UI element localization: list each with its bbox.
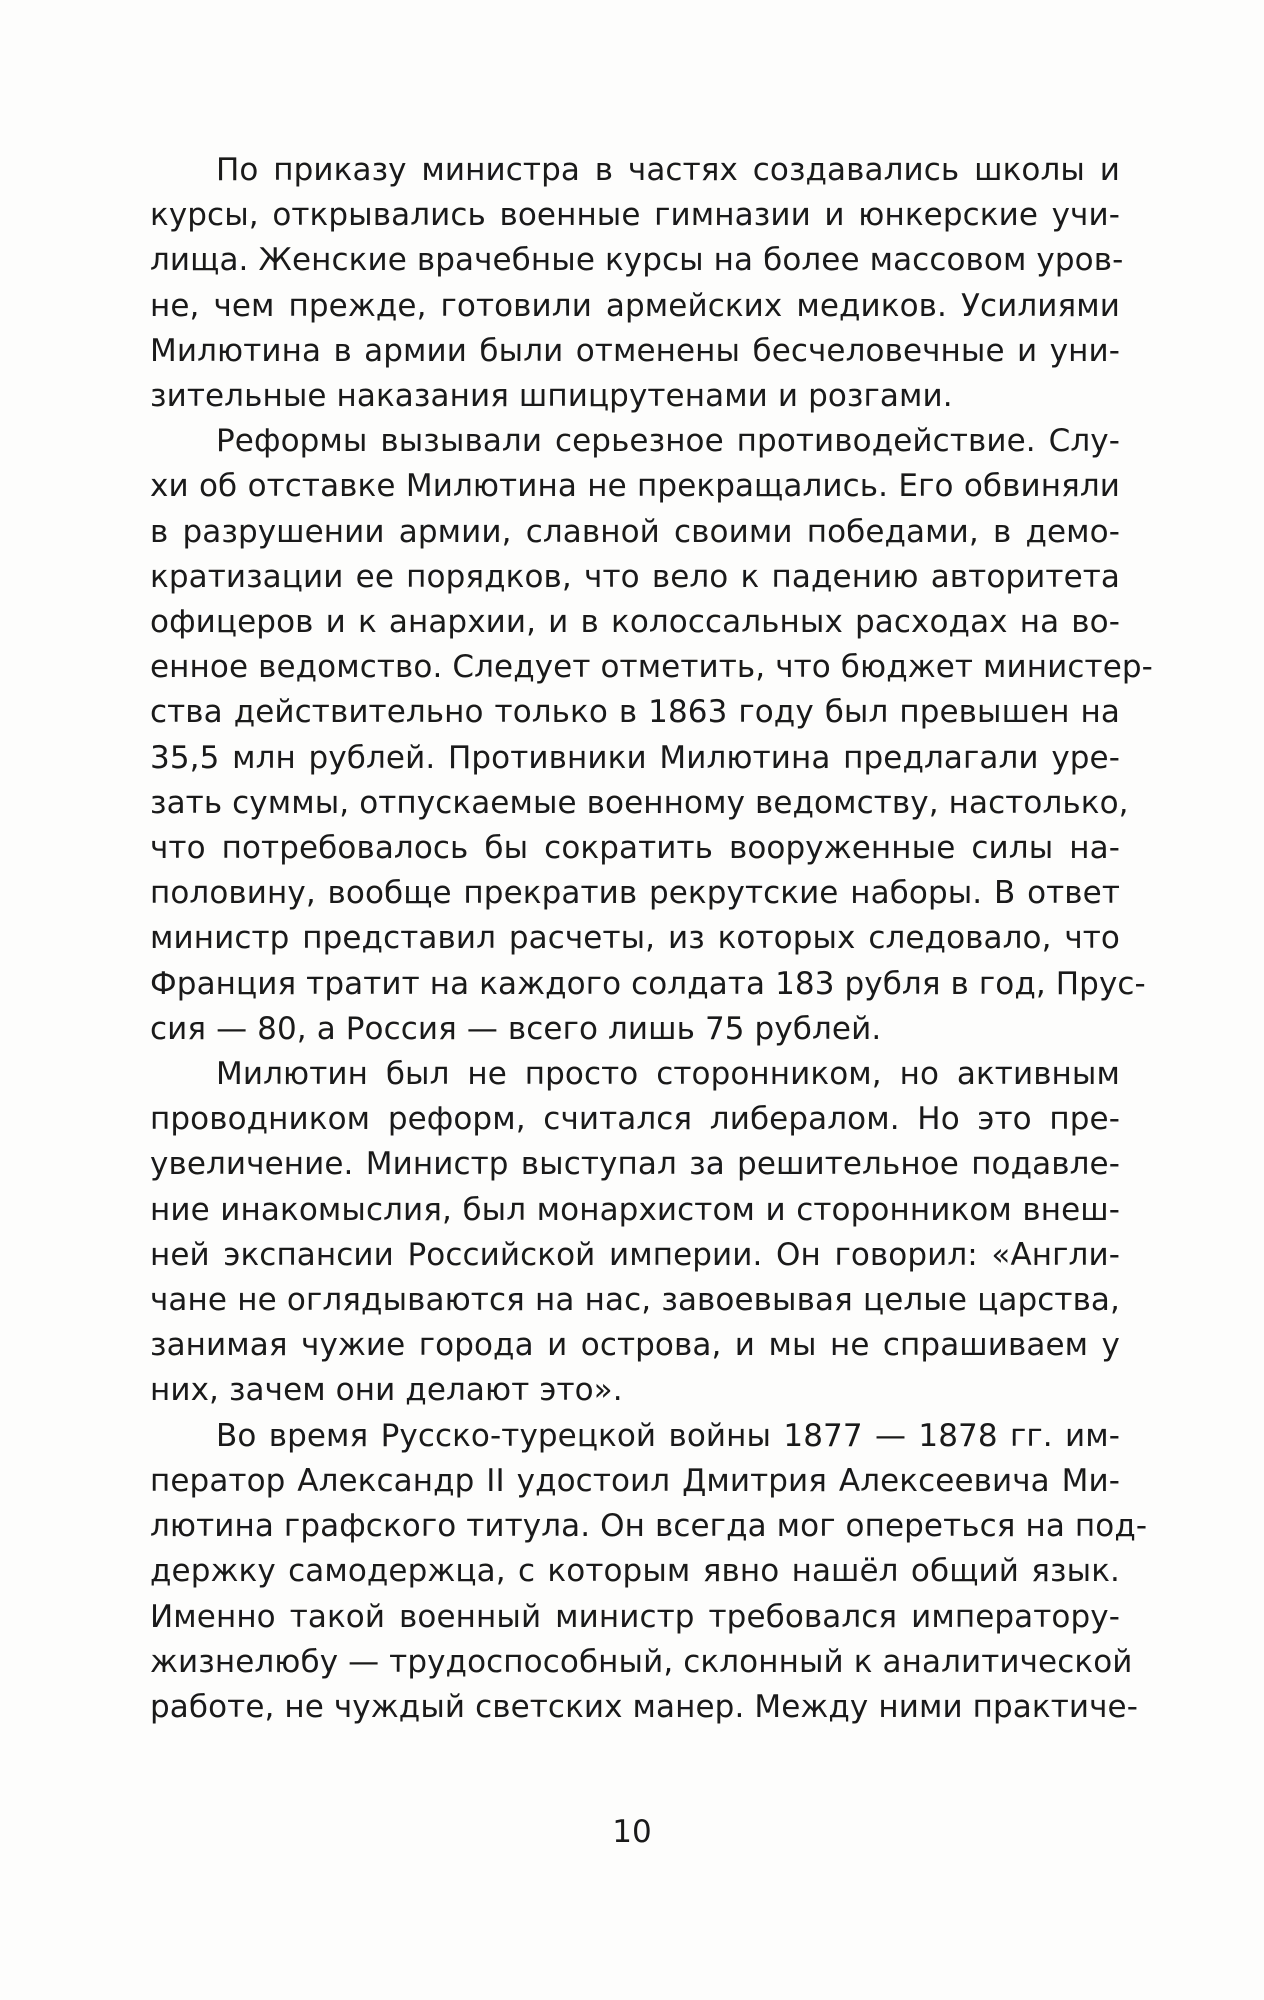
text-line: них, зачем они делают это». — [150, 1372, 623, 1409]
text-line: енное ведомство. Следует отметить, что бюджет министер- — [150, 649, 1153, 686]
text-line: Именно такой военный министр требовался императору- — [150, 1598, 1120, 1635]
text-line: Во время Русско-турецкой войны 1877 — 1878 гг. им- — [216, 1417, 1120, 1454]
text-line: Франция тратит на каждого солдата 183 рубля в год, Прус- — [150, 965, 1146, 1002]
text-line: ператор Александр II удостоил Дмитрия Алексеевича Ми- — [150, 1462, 1120, 1499]
text-line: держку самодержца, с которым явно нашёл общий язык. — [150, 1553, 1120, 1590]
text-line: курсы, открывались военные гимназии и юнкерские учи- — [150, 197, 1120, 234]
text-line: Милютин был не просто сторонником, но активным — [216, 1056, 1120, 1093]
text-line: лища. Женские врачебные курсы на более массовом уров- — [150, 242, 1124, 279]
text-line: 35,5 млн рублей. Противники Милютина предлагали уре- — [150, 739, 1120, 776]
text-line: хи об отставке Милютина не прекращались. Его обвиняли — [150, 468, 1120, 505]
text-line: занимая чужие города и острова, и мы не спрашиваем у — [150, 1327, 1120, 1364]
text-line: чане не оглядываются на нас, завоевывая целые царства, — [150, 1282, 1120, 1319]
text-line: Милютина в армии были отменены бесчеловечные и уни- — [150, 332, 1120, 369]
text-line: ние инакомыслия, был монархистом и сторонником внеш- — [150, 1191, 1120, 1228]
text-line: работе, не чуждый светских манер. Между ними практиче- — [150, 1688, 1138, 1725]
text-line: ства действительно только в 1863 году был превышен на — [150, 694, 1120, 731]
page-number: 10 — [612, 1814, 652, 1850]
body-text — [150, 148, 1153, 1730]
text-line: министр представил расчеты, из которых следовало, что — [150, 920, 1120, 957]
paragraph-2 — [150, 419, 1153, 1052]
paragraph-3 — [150, 1052, 1120, 1414]
text-line: ней экспансии Российской империи. Он говорил: «Англи- — [150, 1236, 1120, 1273]
text-line: зительные наказания шпицрутенами и розгами. — [150, 378, 953, 415]
text-line: Реформы вызывали серьезное противодействие. Слу- — [216, 423, 1120, 460]
text-line: сия — 80, а Россия — всего лишь 75 рублей. — [150, 1010, 882, 1047]
text-line: в разрушении армии, славной своими победами, в демо- — [150, 513, 1120, 550]
paragraph-1 — [150, 148, 1124, 419]
text-line: По приказу министра в частях создавались школы и — [216, 152, 1120, 188]
text-line: зать суммы, отпускаемые военному ведомству, настолько, — [150, 784, 1129, 821]
text-line: кратизации ее порядков, что вело к падению авторитета — [150, 558, 1120, 595]
text-line: жизнелюбу — трудоспособный, склонный к аналитической — [150, 1643, 1133, 1680]
text-line: что потребовалось бы сократить вооруженные силы на- — [150, 830, 1120, 867]
text-line: увеличение. Министр выступал за решительное подавле- — [150, 1146, 1120, 1183]
paragraph-4 — [150, 1414, 1148, 1730]
text-line: проводником реформ, считался либералом. Но это пре- — [150, 1101, 1120, 1138]
text-line: половину, вообще прекратив рекрутские наборы. В ответ — [150, 875, 1120, 912]
text-line: лютина графского титула. Он всегда мог опереться на под- — [150, 1508, 1148, 1545]
text-line: офицеров и к анархии, и в колоссальных расходах на во- — [150, 604, 1120, 641]
text-line: не, чем прежде, готовили армейских медиков. Усилиями — [150, 287, 1120, 324]
